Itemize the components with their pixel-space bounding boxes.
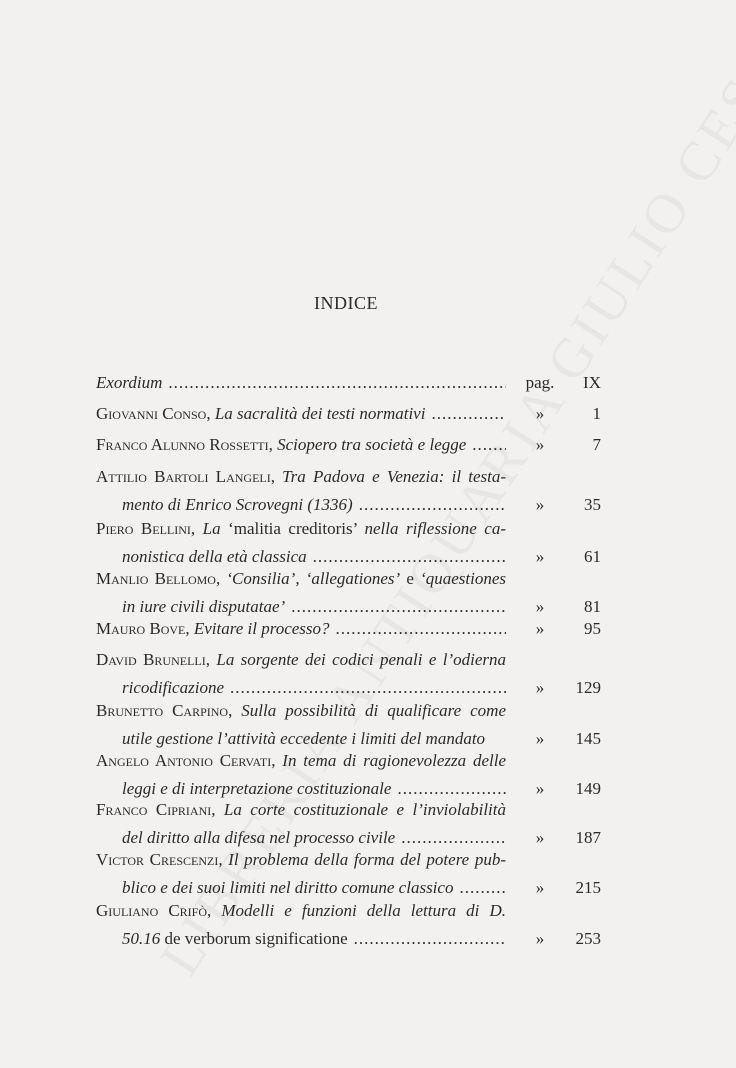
title-text: de verborum significatione <box>160 929 348 948</box>
entry-text <box>122 493 506 517</box>
toc-entry <box>96 433 601 461</box>
page-marker: » <box>535 619 545 638</box>
page-number: 95 <box>584 619 601 638</box>
page-number: 187 <box>575 828 601 847</box>
title-text: Sciopero tra società e legge <box>272 435 467 454</box>
title-text: Evitare il processo? <box>189 619 330 638</box>
toc-line <box>96 648 601 676</box>
title-text: La <box>195 519 221 538</box>
toc-entry <box>96 899 601 955</box>
title-text: Sulla possibilità di qualificare come <box>232 701 506 720</box>
author-name: Franco Alunno Rossetti, <box>96 435 273 454</box>
title-text: in iure civili disputatae’ <box>122 597 286 616</box>
page-number: 35 <box>584 495 601 514</box>
page-number: 145 <box>575 729 601 748</box>
page-marker: » <box>535 828 545 847</box>
toc-entry <box>96 648 601 704</box>
page-marker: pag. <box>525 373 555 392</box>
toc-line <box>96 899 601 927</box>
entry-text <box>96 433 506 457</box>
toc-line <box>96 433 601 461</box>
entry-text <box>122 727 506 751</box>
title-text: nonistica della età classica <box>122 547 307 566</box>
toc-entry <box>96 699 601 755</box>
toc-entry <box>96 465 601 521</box>
entry-text <box>96 648 506 672</box>
title-text: Modelli e funzioni della lettura di D. <box>211 901 506 920</box>
toc-line <box>96 927 601 955</box>
toc-line <box>96 617 601 645</box>
toc-line <box>96 517 601 545</box>
toc-line <box>96 567 601 595</box>
author-name: Brunetto Carpino, <box>96 701 233 720</box>
page-marker: » <box>535 779 545 798</box>
entry-text <box>96 371 506 395</box>
dot-leader <box>359 493 506 517</box>
toc-entry <box>96 617 601 645</box>
author-name: Giuliano Crifò, <box>96 901 212 920</box>
entry-text <box>96 402 506 426</box>
title-text: Il problema della forma del potere pub- <box>222 850 506 869</box>
dot-leader <box>459 876 506 900</box>
page-marker: » <box>535 495 545 514</box>
title-text: nella riflessione ca- <box>364 519 506 538</box>
entry-text <box>122 876 506 900</box>
entry-text <box>96 465 506 489</box>
page-marker: » <box>535 729 545 748</box>
title-text: La sorgente dei codici penali e l’odierna <box>210 650 506 669</box>
author-name: Mauro Bove, <box>96 619 190 638</box>
title-text: e <box>400 569 421 588</box>
title-text: La corte costituzionale e l’inviolabilità <box>215 800 506 819</box>
author-name: Manlio Bellomo, <box>96 569 221 588</box>
dot-leader <box>354 927 506 951</box>
title-text: ‘Consilia’, ‘allegationes’ <box>220 569 401 588</box>
dot-leader <box>336 617 506 641</box>
page-marker: » <box>535 878 545 897</box>
dot-leader <box>472 433 506 457</box>
title-text: mento di Enrico Scrovegni (1336) <box>122 495 353 514</box>
title-text: Tra Padova e Venezia: il testa- <box>274 467 506 486</box>
author-name: David Brunelli, <box>96 650 210 669</box>
dot-leader <box>168 371 506 395</box>
title-text: 50.16 <box>122 929 161 948</box>
title-text: ‘quaestiones <box>420 569 506 588</box>
entry-text <box>122 676 506 700</box>
title-text: del diritto alla difesa nel processo civile <box>122 828 396 847</box>
entry-text <box>96 517 506 541</box>
dot-leader <box>230 676 506 700</box>
toc-entry <box>96 567 601 623</box>
entry-text <box>96 699 506 723</box>
toc-entry <box>96 517 601 573</box>
entry-text <box>96 567 506 591</box>
entry-text <box>122 545 506 569</box>
page-marker: » <box>535 678 545 697</box>
page-number: 1 <box>592 404 601 423</box>
dot-leader <box>401 826 506 850</box>
toc-entry <box>96 371 601 399</box>
title-text: leggi e di interpretazione costituzionale <box>122 779 392 798</box>
dot-leader <box>431 402 506 426</box>
dot-leader <box>291 595 506 619</box>
author-name: Attilio Bartoli Langeli, <box>96 467 275 486</box>
entry-text <box>96 617 506 641</box>
page-number: 215 <box>575 878 601 897</box>
toc-line <box>96 699 601 727</box>
page-marker: » <box>535 597 545 616</box>
page-marker: » <box>535 435 545 454</box>
toc-line <box>96 371 601 399</box>
toc-line <box>96 402 601 430</box>
page-number: 81 <box>584 597 601 616</box>
dot-leader <box>313 545 506 569</box>
page-title: INDICE <box>314 293 378 313</box>
author-name: Piero Bellini, <box>96 519 196 538</box>
entry-text <box>96 848 506 872</box>
toc-entry <box>96 402 601 430</box>
author-name: Victor Crescenzi, <box>96 850 223 869</box>
title-text: ricodificazione <box>122 678 224 697</box>
entry-text <box>96 798 506 822</box>
toc-line <box>96 798 601 826</box>
page-marker: » <box>535 404 545 423</box>
toc-entry <box>96 749 601 805</box>
page-marker: » <box>535 929 545 948</box>
title-text: utile gestione l’attività eccedente i limiti del mandato <box>122 729 486 748</box>
entry-text <box>96 749 506 773</box>
page-number: 7 <box>592 435 601 454</box>
toc-entry <box>96 798 601 854</box>
author-name: Angelo Antonio Cervati, <box>96 751 276 770</box>
page-number: IX <box>583 373 601 392</box>
page-marker: » <box>535 547 545 566</box>
title-text: Exordium <box>96 373 163 392</box>
toc-line <box>96 848 601 876</box>
author-name: Giovanni Conso, <box>96 404 211 423</box>
title-text: In tema di ragionevolezza delle <box>275 751 506 770</box>
entry-text <box>122 927 506 951</box>
page-number: 129 <box>575 678 601 697</box>
toc-entry <box>96 848 601 904</box>
entry-text <box>96 899 506 923</box>
page-number: 61 <box>584 547 601 566</box>
page-number: 253 <box>575 929 601 948</box>
toc-line <box>96 465 601 493</box>
entry-text <box>122 826 506 850</box>
title-text: ‘malitia creditoris’ <box>220 519 365 538</box>
title-text: blico e dei suoi limiti nel diritto comune classico <box>122 878 454 897</box>
entry-text <box>122 595 506 619</box>
author-name: Franco Cipriani, <box>96 800 216 819</box>
title-text: La sacralità dei testi normativi <box>210 404 426 423</box>
page-number: 149 <box>575 779 601 798</box>
toc-line <box>96 749 601 777</box>
